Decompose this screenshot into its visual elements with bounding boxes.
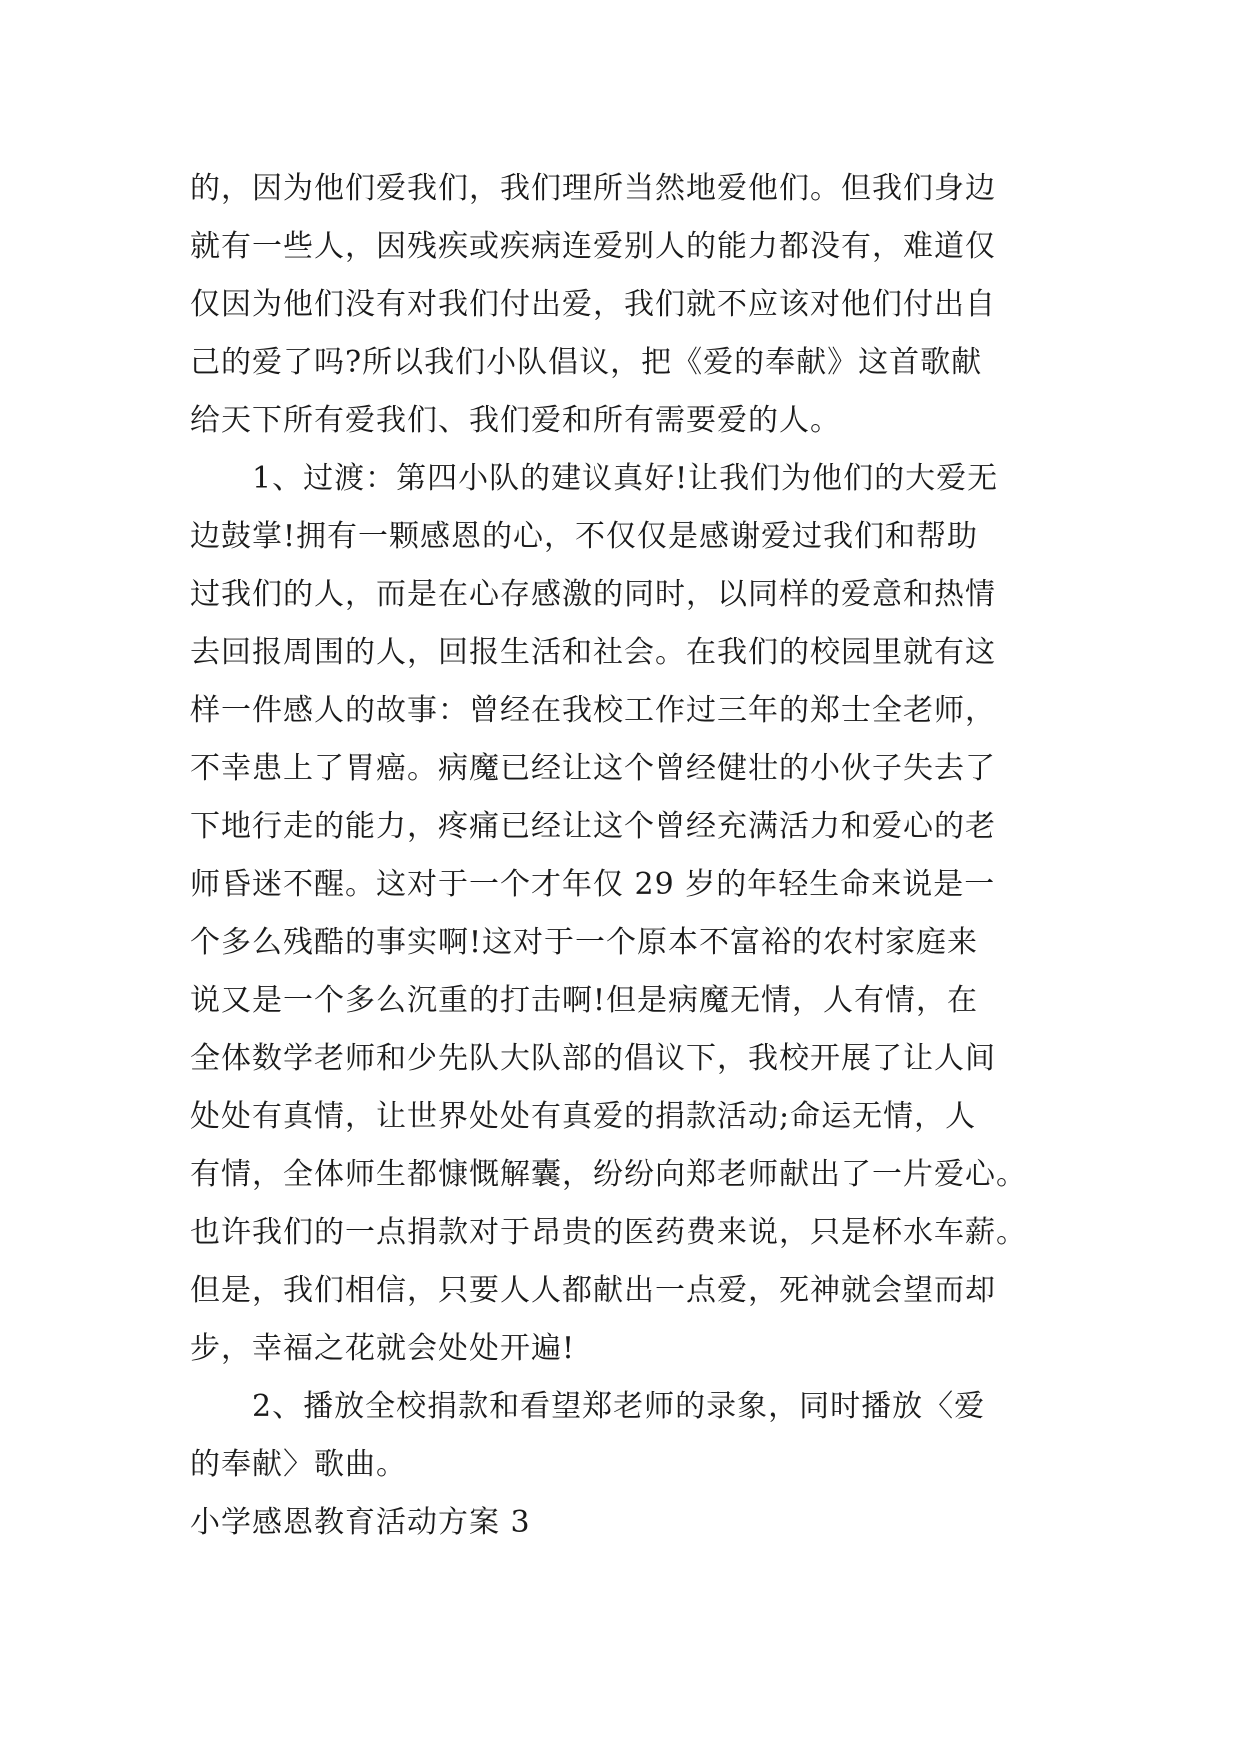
text-line: 1、过渡：第四小队的建议真好!让我们为他们的大爱无 <box>252 461 999 496</box>
text-line: 但是，我们相信，只要人人都献出一点爱，死神就会望而却 <box>190 1273 996 1308</box>
paragraph-2 <box>190 450 1060 1378</box>
text-line: 的奉献〉歌曲。 <box>190 1447 407 1482</box>
section-heading: 小学感恩教育活动方案 3 <box>190 1505 531 1540</box>
paragraph-1 <box>190 160 1060 450</box>
text-line: 个多么残酷的事实啊!这对于一个原本不富裕的农村家庭来 <box>190 925 979 960</box>
text-line: 不幸患上了胃癌。病魔已经让这个曾经健壮的小伙子失去了 <box>190 751 996 786</box>
text-line: 说又是一个多么沉重的打击啊!但是病魔无情，人有情，在 <box>190 983 979 1018</box>
document-body <box>190 160 1060 1552</box>
text-line: 的，因为他们爱我们，我们理所当然地爱他们。但我们身边 <box>190 171 996 206</box>
text-line: 下地行走的能力，疼痛已经让这个曾经充满活力和爱心的老 <box>190 809 996 844</box>
text-line: 边鼓掌!拥有一颗感恩的心，不仅仅是感谢爱过我们和帮助 <box>190 519 979 554</box>
text-line: 过我们的人，而是在心存感激的同时，以同样的爱意和热情 <box>190 577 996 612</box>
text-line: 步，幸福之花就会处处开遍! <box>190 1331 576 1366</box>
text-line: 给天下所有爱我们、我们爱和所有需要爱的人。 <box>190 403 841 438</box>
text-line: 师昏迷不醒。这对于一个才年仅 29 岁的年轻生命来说是一 <box>190 867 996 902</box>
text-line: 仅因为他们没有对我们付出爱，我们就不应该对他们付出自 <box>190 287 996 322</box>
paragraph-3 <box>190 1378 1060 1494</box>
text-line: 己的爱了吗?所以我们小队倡议，把《爱的奉献》这首歌献 <box>190 345 983 380</box>
text-line: 也许我们的一点捐款对于昂贵的医药费来说，只是杯水车薪。 <box>190 1215 1027 1250</box>
text-line: 处处有真情，让世界处处有真爱的捐款活动;命运无情，人 <box>190 1099 977 1134</box>
text-line: 去回报周围的人，回报生活和社会。在我们的校园里就有这 <box>190 635 996 670</box>
text-line: 样一件感人的故事：曾经在我校工作过三年的郑士全老师， <box>190 693 996 728</box>
text-line: 就有一些人，因残疾或疾病连爱别人的能力都没有，难道仅 <box>190 229 996 264</box>
text-line: 2、播放全校捐款和看望郑老师的录象，同时播放〈爱 <box>252 1389 986 1424</box>
text-line: 有情，全体师生都慷慨解囊，纷纷向郑老师献出了一片爱心。 <box>190 1157 1027 1192</box>
text-line: 全体数学老师和少先队大队部的倡议下，我校开展了让人间 <box>190 1041 996 1076</box>
